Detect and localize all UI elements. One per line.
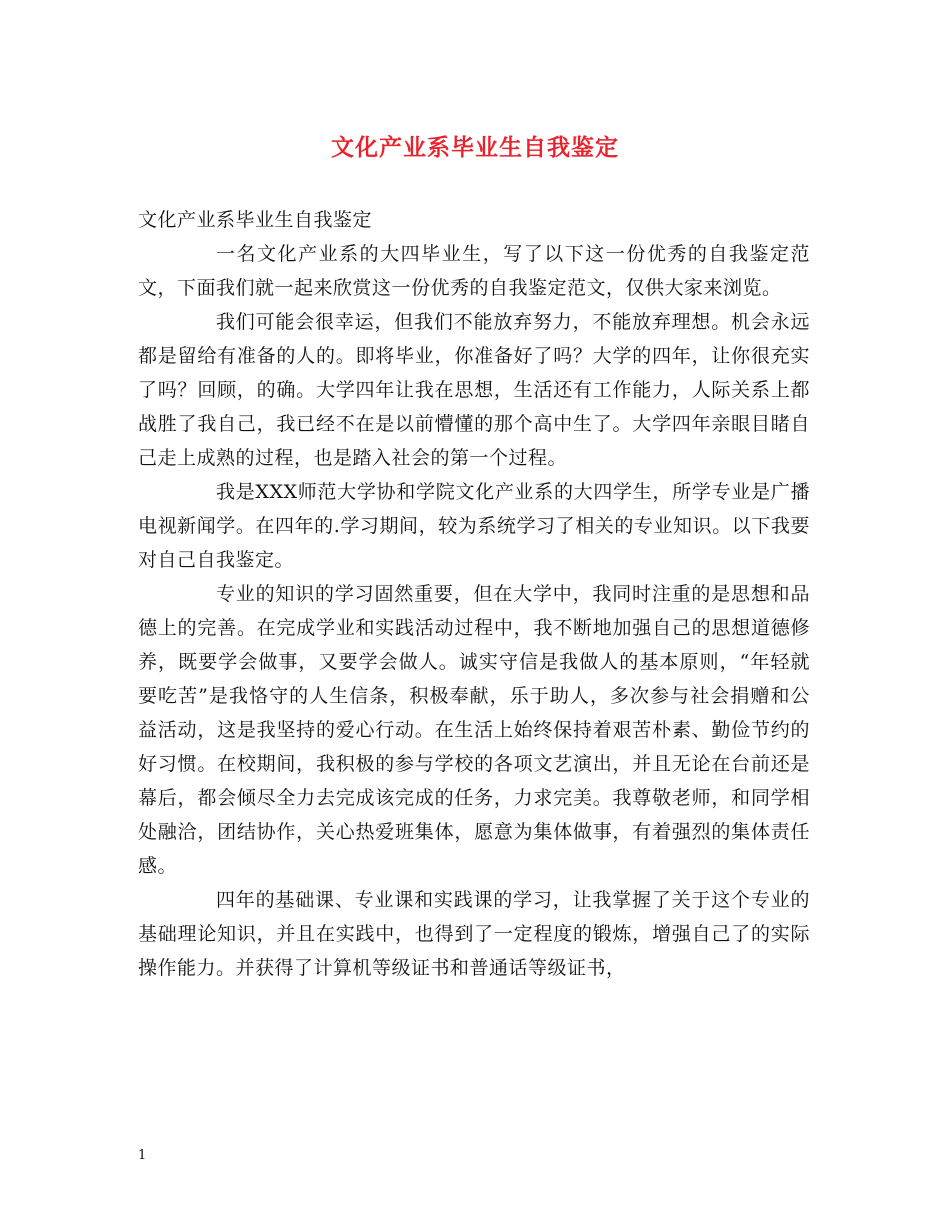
- paragraph: 一名文化产业系的大四毕业生，写了以下这一份优秀的自我鉴定范文，下面我们就一起来欣赏这一份优秀的自我鉴定范文，仅供大家来浏览。: [138, 243, 810, 299]
- document-body: [138, 203, 810, 985]
- document-subtitle: 文化产业系毕业生自我鉴定: [138, 209, 373, 231]
- paragraph: 专业的知识的学习固然重要，但在大学中，我同时注重的是思想和品德上的完善。在完成学业和实践活动过程中，我不断地加强自己的思想道德修养，既要学会做事，又要学会做人。诚实守信是我做人的基本原则，“年轻就要吃苦”是我恪守的人生信条，积极奉献，乐于助人，多次参与社会捐赠和公益活动，这是我坚持的爱心行动。在生活上始终保持着艰苦朴素、勤俭节约的好习惯。在校期间，我积极的参与学校的各项文艺演出，并且无论在台前还是幕后，都会倾尽全力去完成该完成的任务，力求完美。我尊敬老师，和同学相处融洽，团结协作，关心热爱班集体，愿意为集体做事，有着强烈的集体责任感。: [138, 583, 810, 877]
- paragraph: 我们可能会很幸运，但我们不能放弃努力，不能放弃理想。机会永远都是留给有准备的人的。即将毕业，你准备好了吗？大学的四年，让你很充实了吗？回顾，的确。大学四年让我在思想，生活还有工作能力，人际关系上都战胜了我自己，我已经不在是以前懵懂的那个高中生了。大学四年亲眼目睹自己走上成熟的过程，也是踏入社会的第一个过程。: [138, 311, 810, 469]
- page-number: 1: [138, 1148, 147, 1163]
- paragraph: 我是XXX师范大学协和学院文化产业系的大四学生，所学专业是广播电视新闻学。在四年的.学习期间，较为系统学习了相关的专业知识。以下我要对自己自我鉴定。: [138, 481, 810, 571]
- document-title: 文化产业系毕业生自我鉴定: [331, 134, 619, 161]
- paragraph: 四年的基础课、专业课和实践课的学习，让我掌握了关于这个专业的基础理论知识，并且在实践中，也得到了一定程度的锻炼，增强自己了的实际操作能力。并获得了计算机等级证书和普通话等级证书，: [138, 889, 810, 979]
